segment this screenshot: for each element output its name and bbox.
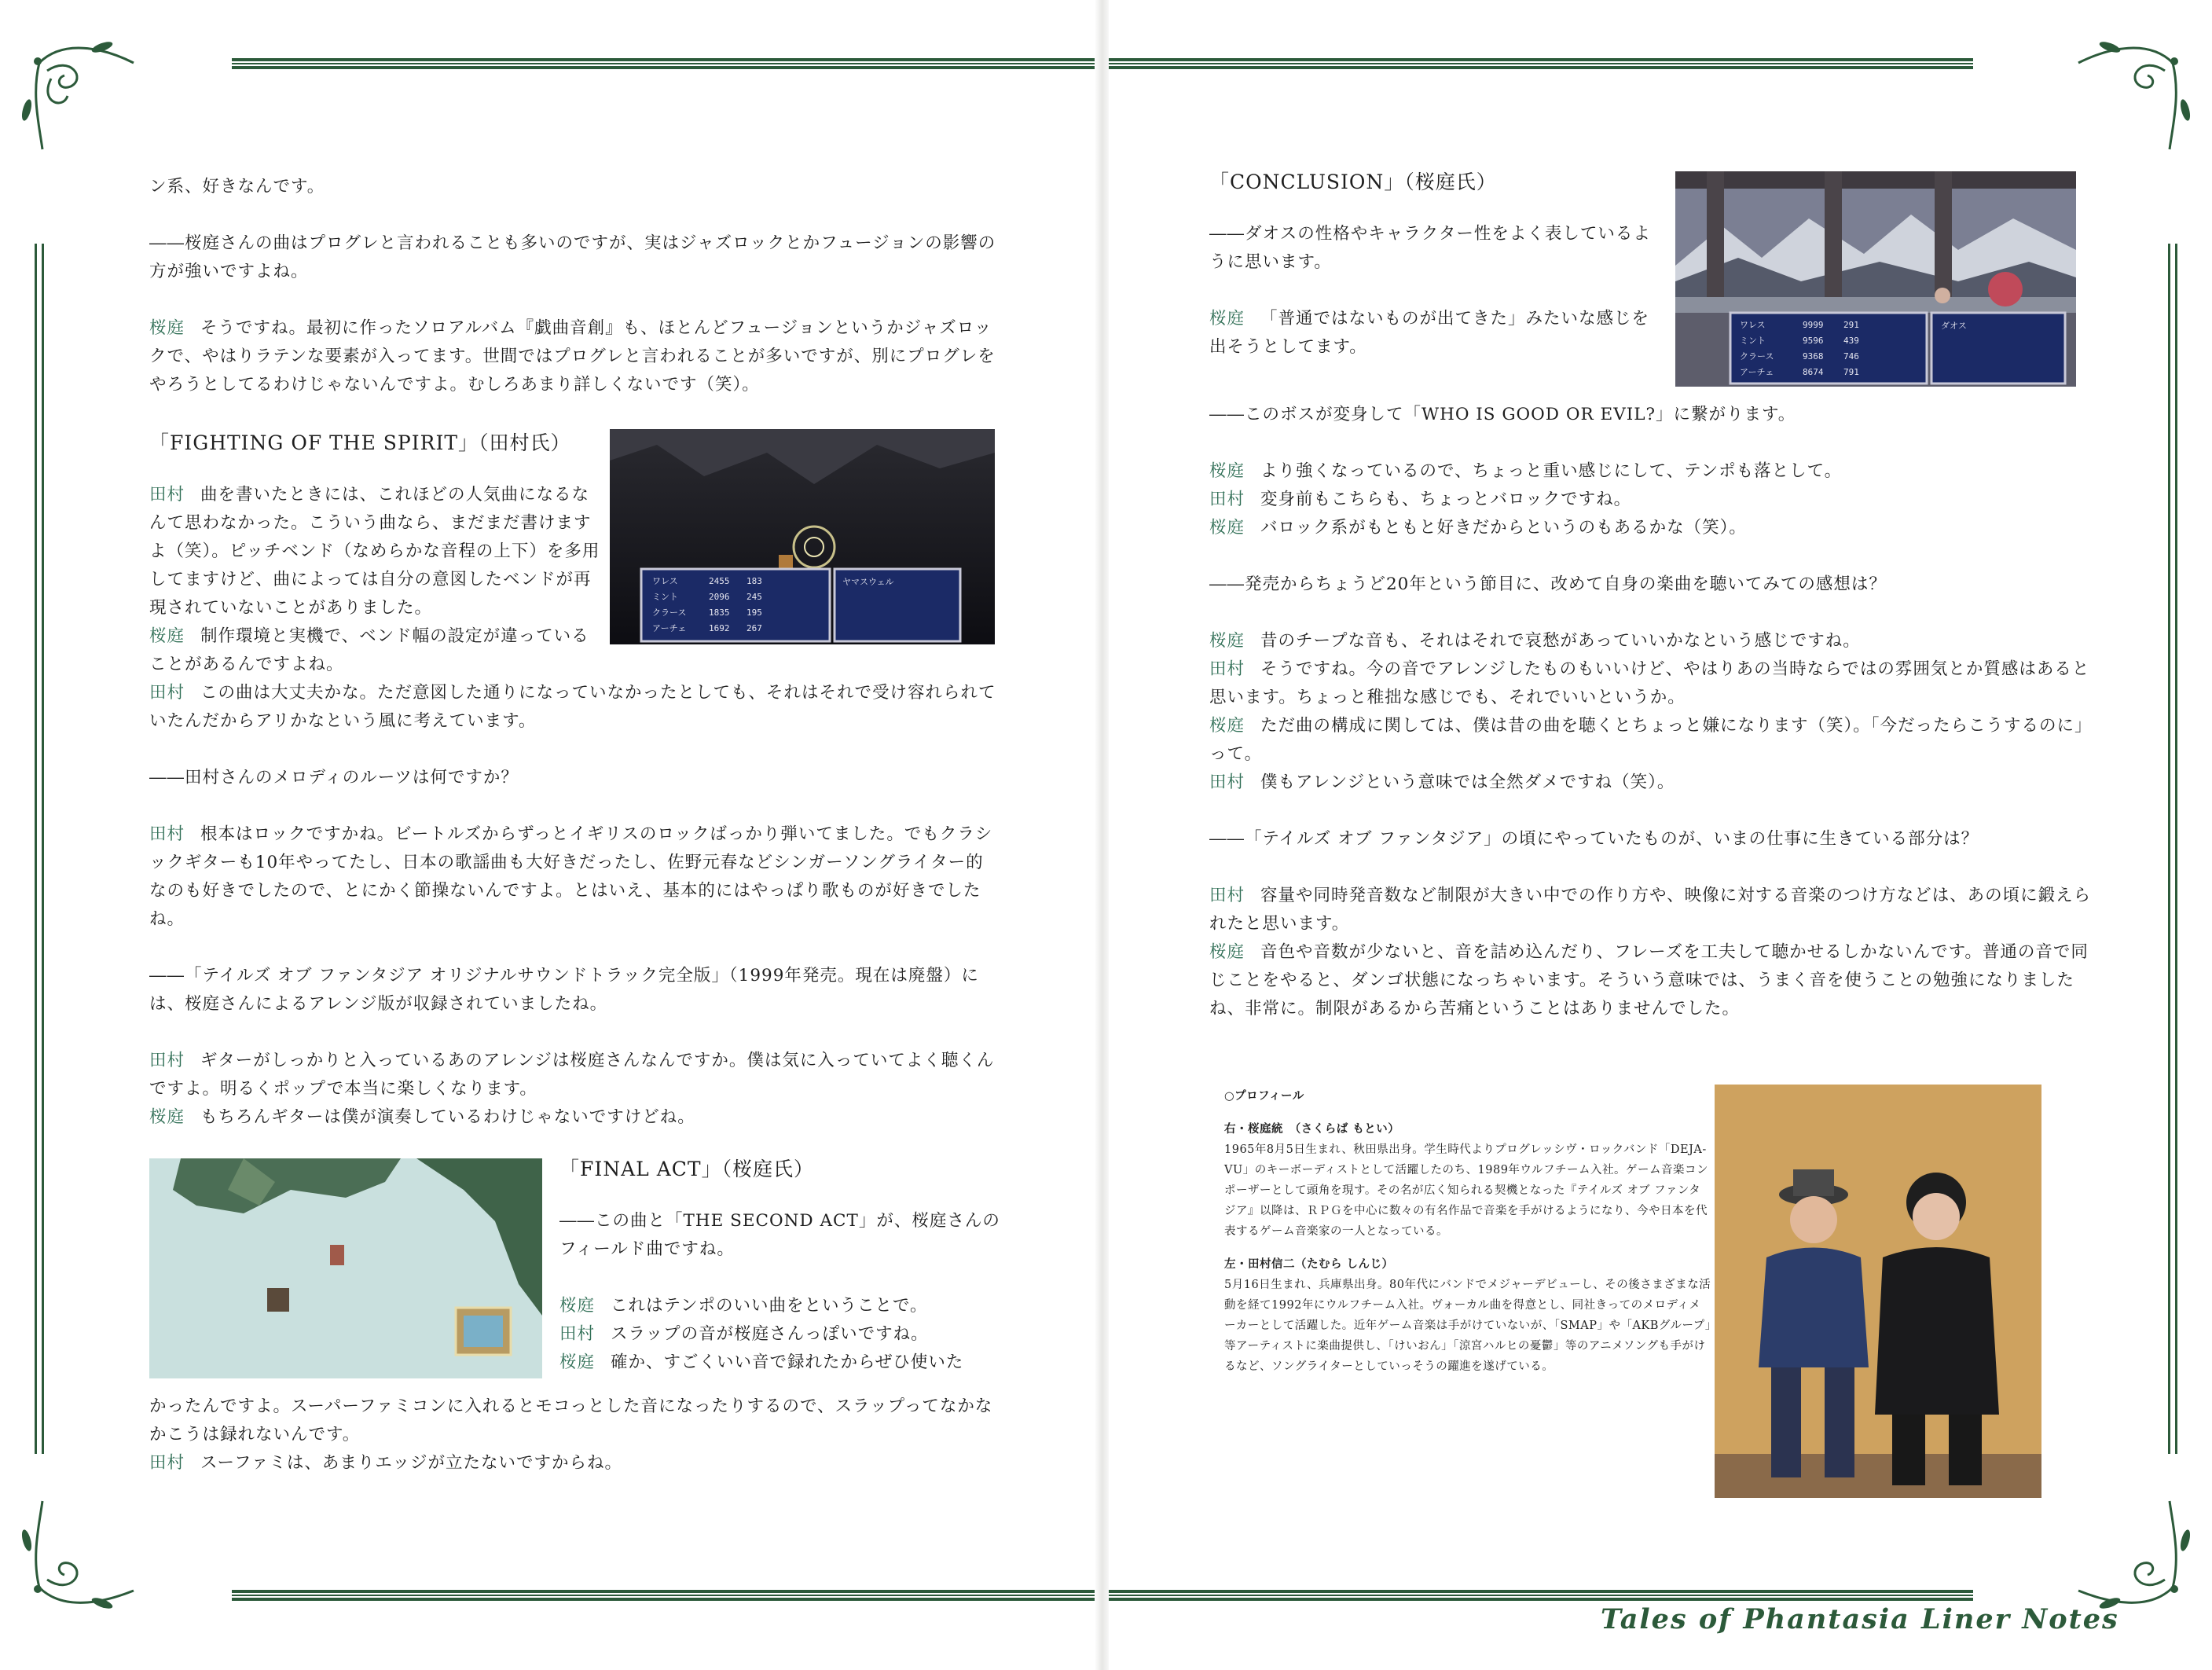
- snowfield-map-image: [149, 1158, 542, 1378]
- speaker-label: 田村: [1209, 490, 1245, 509]
- intro-line: ン系、好きなんです。: [149, 177, 325, 196]
- answer-text: 僕もアレンジという意味では全然ダメですね（笑）。: [1260, 773, 1675, 792]
- corner-flourish-icon: [2071, 1493, 2196, 1619]
- answer-text: これはテンポのいい曲をということで。: [611, 1296, 928, 1316]
- enemy-name: ヤマスウェル: [842, 577, 894, 587]
- fighting-answers: [149, 481, 602, 679]
- answer: [149, 481, 602, 622]
- answer-text: 根本はロックですかね。ビートルズからずっとイギリスのロックばっかり弾いてました。でもクラシックギターも10年やってたし、日本の歌謡曲も大好きだったし、佐野元春などシンガーソングライター的なのも好きでしたので、とにかく節操ないんですよ。とはいえ、基本的にはやっぱり歌ものが好きでしたね。: [149, 824, 993, 929]
- answer-text: バロック系がもともと好きだからというのもあるかな（笑）。: [1260, 518, 1747, 538]
- answer: [149, 820, 998, 934]
- answer-text: より強くなっているので、ちょっと重い感じにして、テンポも落として。: [1260, 461, 1843, 481]
- speaker-label: 桜庭: [1209, 942, 1245, 962]
- speaker-label: 桜庭: [559, 1353, 596, 1372]
- fighting-answers-wide: [149, 679, 998, 1132]
- answer-text: 音色や音数が少ないと、音を詰め込んだり、フレーズを工夫して聴かせるしかないんです。普通の音で同じことをやると、ダンゴ状態になっちゃいます。そういう意味では、うまく音を使うことの勉強になりましたね、非常に。制限があるから苦痛ということはありませんでした。: [1209, 942, 2089, 1019]
- question: ――桜庭さんの曲はプログレと言われることも多いのですが、実はジャズロックとかフュージョンの影響の方が強いですよね。: [149, 233, 996, 281]
- answer-text: スラップの音が桜庭さんっぽいですね。: [611, 1324, 929, 1344]
- answer-text: もちろんギターは僕が演奏しているわけじゃないですけどね。: [200, 1107, 695, 1127]
- speaker-label: 桜庭: [1209, 631, 1245, 651]
- speaker-label: 田村: [149, 485, 185, 505]
- speaker-label: 田村: [1209, 659, 1245, 679]
- answer: [1209, 938, 2097, 1023]
- status-row: アーチェ 1692 267: [652, 623, 762, 633]
- game-screenshot-field: [149, 1158, 542, 1378]
- right-border: [2168, 244, 2177, 1454]
- answer-text: そうですね。最初に作ったソロアルバム『戯曲音創』も、ほとんどフュージョンというかジャズロックで、やはりラテンな要素が入ってます。世間ではプログレと言われることが多いですが、別にプログレをやろうとしてるわけじゃないんですよ。むしろあまり詳しくないです（笑）。: [149, 318, 996, 395]
- corner-flourish-icon: [2071, 31, 2196, 157]
- right-page: [1109, 0, 2212, 1670]
- answer: [559, 1349, 1007, 1377]
- answer: [149, 1047, 998, 1103]
- status-row: クラース 1835 195: [652, 607, 762, 618]
- status-row: クラース 9368 746: [1740, 351, 1859, 362]
- profile-name: 右・桜庭統 （さくらば もとい）: [1224, 1122, 1400, 1136]
- castle-scene-image: [1675, 171, 2076, 387]
- answer: [149, 314, 998, 399]
- corner-flourish-icon: [16, 1493, 141, 1619]
- answer-text: スーファミは、あまりエッジが立たないですからね。: [200, 1453, 623, 1473]
- answer: [1209, 882, 2097, 938]
- portrait-image: [1715, 1085, 2041, 1498]
- speaker-label: 田村: [1209, 773, 1245, 792]
- answer-text: この曲は大丈夫かな。ただ意図した通りになっていなかったとしても、それはそれで受け容れられていたんだからアリかなという風に考えています。: [149, 683, 996, 731]
- answer: [559, 1292, 1007, 1320]
- speaker-label: 桜庭: [1209, 309, 1245, 328]
- answer-text: ギターがしっかりと入っているあのアレンジは桜庭さんなんですか。僕は気に入っていてよく聴くんですよ。明るくポップで本当に楽しくなります。: [149, 1051, 995, 1099]
- answer: [149, 622, 602, 679]
- speaker-label: 田村: [149, 1051, 185, 1070]
- party-status: [1740, 317, 1859, 380]
- question: ――発売からちょうど20年という節目に、改めて自身の楽曲を聴いてみての感想は？: [1209, 574, 1887, 594]
- speaker-label: 田村: [149, 824, 185, 844]
- answer-text: かったんですよ。スーパーファミコンに入れるとモコっとした音になったりするので、スラップってなかなかこうは録れないんです。: [149, 1397, 993, 1444]
- game-screenshot-battle: [610, 429, 995, 644]
- status-row: アーチェ 8674 791: [1740, 367, 1859, 377]
- answer-text: 容量や同時発音数など制限が大きい中での作り方や、映像に対する音楽のつけ方などは、あの頃に鍛えられたと思います。: [1209, 886, 2092, 934]
- answer-text: 「普通ではないものが出てきた」みたいな感じを出そうとしてます。: [1209, 309, 1650, 357]
- profile-block: [1224, 1086, 1711, 1377]
- conclusion-block: [1209, 220, 1665, 362]
- speaker-label: 田村: [149, 1453, 185, 1473]
- answer: [1209, 627, 2097, 655]
- finalact-continued: [149, 1393, 998, 1477]
- speaker-label: 桜庭: [1209, 518, 1245, 538]
- speaker-label: 田村: [559, 1324, 596, 1344]
- profile-name: 左・田村信二（たむら しんじ）: [1224, 1257, 1394, 1271]
- answer: [1209, 457, 2097, 486]
- speaker-label: 桜庭: [1209, 716, 1245, 736]
- speaker-label: 桜庭: [149, 1107, 185, 1127]
- party-status: [652, 574, 762, 637]
- status-row: ミント 2096 245: [652, 592, 762, 602]
- question: ――このボスが変身して「WHO IS GOOD OR EVIL?」に繋がります。: [1209, 405, 1796, 424]
- profile-text: 1965年8月5日生まれ、秋田県出身。学生時代よりプログレッシヴ・ロックバンド「DEJA-VU」のキーボーディストとして活躍したのち、1989年ウルフチーム入社。ゲーム音楽コンポーザーとして頭角を現す。その名が広く知られる契機となった『テイルズ オブ ファンタジア』以降は、ＲＰＧを中心に数々の有名作品で音楽を手がけるようになり、今や日本を代表するゲーム音楽家の一人となっている。: [1224, 1143, 1708, 1238]
- question: ――「テイルズ オブ ファンタジア」の頃にやっていたものが、いまの仕事に生きている部分は？: [1209, 829, 1979, 849]
- answer: [1209, 514, 2097, 542]
- answer-text: 制作環境と実機で、ベンド幅の設定が違っていることがあるんですよね。: [149, 626, 589, 674]
- profile-text: 5月16日生まれ、兵庫県出身。80年代にバンドでメジャーデビューし、その後さまざまな活動を経て1992年にウルフチーム入社。ヴォーカル曲を得意とし、同社きってのメロディメーカーとして活躍した。近年ゲーム音楽は手がけていないが、「SMAP」や「AKBグループ」等アーティストに楽曲提供し、「けいおん」「涼宮ハルヒの憂鬱」等のアニメソングも手がけるなど、ソングライターとしていっそうの躍進を遂げている。: [1224, 1279, 1711, 1373]
- composers-photo: [1715, 1085, 2041, 1498]
- answer: [1209, 655, 2097, 712]
- top-rule: [1109, 58, 1973, 69]
- answer: [149, 1103, 998, 1132]
- liner-notes-title: Tales of Phantasia Liner Notes: [1601, 1603, 2119, 1635]
- answer: [149, 679, 998, 736]
- answer-text: そうですね。今の音でアレンジしたものもいいけど、やはりあの当時ならではの雰囲気とか質感はあると思います。ちょっと稚拙な感じでも、それでいいというか。: [1209, 659, 2090, 707]
- answer: [1209, 486, 2097, 514]
- answer: [149, 1449, 998, 1477]
- top-rule: [232, 58, 1098, 69]
- answer-text: ただ曲の構成に関しては、僕は昔の曲を聴くとちょっと嫌になります（笑）。「今だったらこうするのに」って。: [1209, 716, 2093, 764]
- bottom-rule: [1109, 1590, 1973, 1601]
- finalact-block: [559, 1207, 1007, 1377]
- status-row: ミント 9596 439: [1740, 336, 1859, 346]
- enemy-name: ダオス: [1941, 321, 1967, 331]
- answer-text: 昔のチープな音も、それはそれで哀愁があっていいかなという感じですね。: [1260, 631, 1861, 651]
- status-row: ワレス 2455 183: [652, 576, 762, 586]
- game-screenshot-boss: [1675, 171, 2076, 387]
- section-heading: 「CONCLUSION」（桜庭氏）: [1209, 171, 1497, 193]
- question: ――この曲と「THE SECOND ACT」が、桜庭さんのフィールド曲ですね。: [559, 1211, 1000, 1259]
- speaker-label: 桜庭: [1209, 461, 1245, 481]
- answer: [1209, 769, 2097, 797]
- left-border: [35, 244, 44, 1454]
- answer: [1209, 712, 2097, 769]
- answer-text: 確か、すごくいい音で録れたからぜひ使いた: [611, 1353, 964, 1372]
- left-page: [0, 0, 1099, 1670]
- answer-text: 変身前もこちらも、ちょっとバロックですね。: [1260, 490, 1632, 509]
- conclusion-continued: [1209, 401, 2097, 1023]
- section-heading: 「FINAL ACT」（桜庭氏）: [559, 1158, 815, 1180]
- speaker-label: 田村: [149, 683, 185, 703]
- question: ――ダオスの性格やキャラクター性をよく表しているように思います。: [1209, 224, 1651, 272]
- corner-flourish-icon: [16, 31, 141, 157]
- speaker-label: 田村: [1209, 886, 1245, 905]
- intro-block: [149, 173, 998, 399]
- status-row: ワレス 9999 291: [1740, 320, 1859, 330]
- speaker-label: 桜庭: [149, 318, 185, 338]
- answer: [559, 1320, 1007, 1349]
- profile-heading: ○プロフィール: [1224, 1089, 1304, 1103]
- question: ――田村さんのメロディのルーツは何ですか？: [149, 768, 519, 787]
- question: ――「テイルズ オブ ファンタジア オリジナルサウンドトラック完全版」（1999年発売。現在は廃盤）には、桜庭さんによるアレンジ版が収録されていましたね。: [149, 966, 979, 1014]
- answer-text: 曲を書いたときには、これほどの人気曲になるなんて思わなかった。こういう曲なら、まだまだ書けますよ（笑）。ピッチベンド（なめらかな音程の上下）を多用してますけど、曲によっては自分の意図したベンドが再現されていないことがありました。: [149, 485, 600, 618]
- speaker-label: 桜庭: [559, 1296, 596, 1316]
- speaker-label: 桜庭: [149, 626, 185, 646]
- section-heading: 「FIGHTING OF THE SPIRIT」（田村氏）: [149, 431, 571, 454]
- bottom-rule: [232, 1590, 1098, 1601]
- answer: [1209, 305, 1665, 362]
